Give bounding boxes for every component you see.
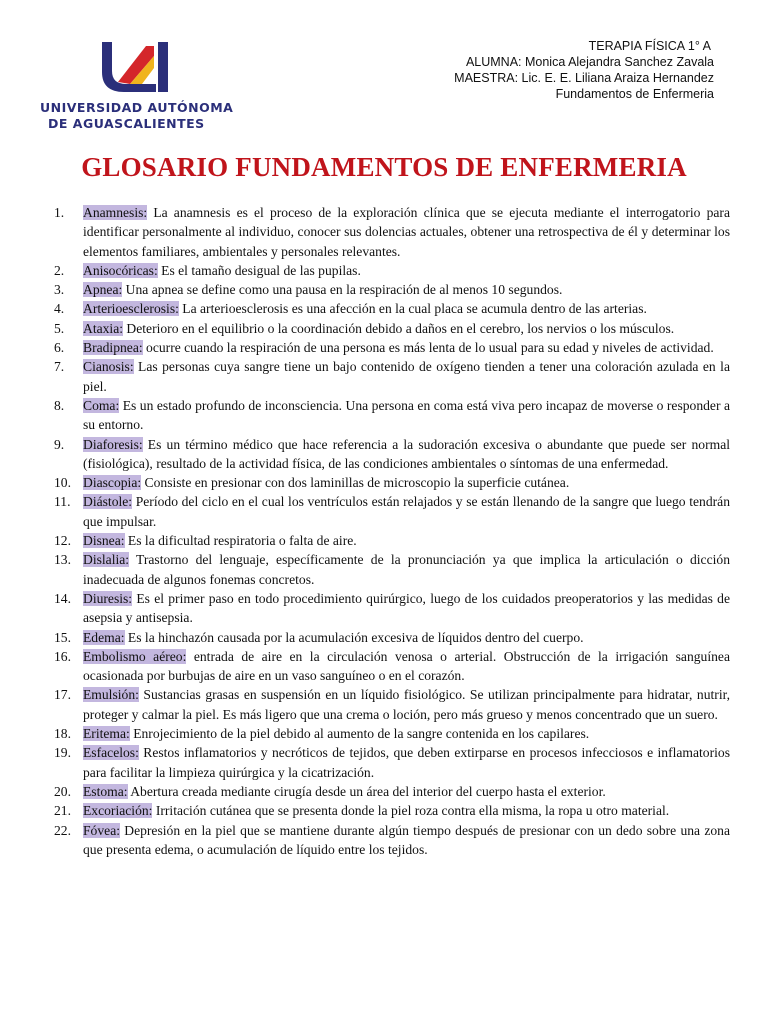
entry-body [83, 261, 730, 280]
entry-definition: Trastorno del lenguaje, específicamente de la pronunciación ya que implica la articulación o dicción inadecuada de algunos fonemas concretos. [83, 552, 730, 587]
student-label: ALUMNA: Monica Alejandra Sanchez Zavala [465, 55, 714, 69]
entry-number: 6. [54, 340, 65, 356]
entry-number: 7. [54, 359, 65, 375]
entry-number: 4. [54, 301, 65, 317]
entry-number: 17. [54, 687, 71, 703]
glossary-entry [54, 724, 730, 743]
glossary-entry [54, 319, 730, 338]
entry-number: 18. [54, 726, 71, 742]
entry-term: Fóvea: [83, 822, 120, 838]
entry-definition: La anamnesis es el proceso de la exploración clínica que se ejecuta mediante el interrogatorio para identificar personalmente al individuo, conocer sus dolencias actuales, obtener una retrospectiva de él y determinar los elementos familiares, ambientales y personales relevantes. [83, 205, 730, 259]
entry-term: Esfacelos: [83, 745, 139, 761]
entry-definition: Es un estado profundo de inconsciencia. Una persona en coma está viva pero incapaz de moverse o responder a su entorno. [83, 397, 730, 433]
entry-number: 13. [54, 552, 71, 568]
glossary-entry [54, 338, 730, 357]
glossary-entry [54, 782, 730, 801]
glossary-entry [54, 280, 730, 299]
glossary-entry [54, 299, 730, 318]
header-info [454, 38, 714, 102]
entry-term: Estoma: [83, 783, 128, 799]
entry-body [83, 801, 730, 820]
subject-label: Fundamentos de Enfermeria [555, 87, 714, 101]
entry-number: 14. [54, 590, 71, 606]
entry-number: 2. [54, 262, 65, 278]
entry-body [83, 647, 730, 686]
entry-body [83, 628, 730, 647]
entry-term: Dislalia: [83, 552, 130, 568]
university-name-line1: UNIVERSIDAD AUTÓNOMA [40, 100, 234, 115]
uaa-emblem-icon [96, 38, 176, 96]
entry-number: 8. [54, 397, 65, 413]
entry-body [83, 473, 730, 492]
glossary-entry [54, 492, 730, 531]
university-name-line2: DE AGUASCALIENTES [48, 116, 205, 131]
entry-number: 20. [54, 783, 71, 799]
entry-body [83, 396, 730, 435]
entry-body [83, 203, 730, 261]
entry-body [83, 685, 730, 724]
entry-number: 5. [54, 320, 65, 336]
glossary-entry [54, 357, 730, 396]
entry-term: Arterioesclerosis: [83, 301, 179, 317]
entry-definition: Restos inflamatorios y necróticos de tejidos, que deben extirparse en procesos infecciosos e inflamatorios para facilitar la limpieza quirúrgica y la cicatrización. [83, 745, 730, 780]
glossary-entry [54, 550, 730, 589]
entry-term: Diascopia: [83, 475, 142, 491]
entry-body [83, 724, 730, 743]
entry-number: 22. [54, 822, 71, 838]
entry-definition: Enrojecimiento de la piel debido al aumento de la sangre contenida en los capilares. [129, 726, 590, 742]
entry-definition: Es la dificultad respiratoria o falta de aire. [124, 533, 357, 549]
entry-body [83, 319, 730, 338]
entry-term: Disnea: [83, 533, 125, 549]
entry-definition: Una apnea se define como una pausa en la respiración de al menos 10 segundos. [122, 282, 563, 298]
entry-number: 1. [54, 205, 65, 220]
entry-number: 11. [54, 494, 71, 510]
entry-term: Diuresis: [83, 590, 133, 606]
glossary-entry [54, 261, 730, 280]
entry-number: 21. [54, 803, 71, 819]
glossary-entry [54, 396, 730, 435]
glossary-entry [54, 628, 730, 647]
entry-definition: Es el primer paso en todo procedimiento quirúrgico, luego de los cuidados preoperatorios y las medidas de asepsia y antisepsia. [83, 590, 730, 626]
entry-definition: Irritación cutánea que se presenta donde la piel roza contra ella misma, la ropa u otro material. [152, 803, 670, 819]
entry-number: 16. [54, 648, 71, 664]
glossary-entry [54, 821, 730, 860]
entry-definition: Período del ciclo en el cual los ventrículos están relajados y se están llenando de la sangre que luego tendrán que impulsar. [83, 494, 730, 529]
entry-body [83, 357, 730, 396]
glossary-entry [54, 685, 730, 724]
glossary-entry [54, 203, 730, 261]
glossary-entry [54, 647, 730, 686]
entry-body [83, 299, 730, 318]
entry-definition: Sustancias grasas en suspensión en un líquido fisiológico. Se utilizan principalmente para hidratar, nutrir, proteger y calmar la piel. Es más ligero que una crema o loción, pero más grueso y menos concentrado que un suero. [83, 687, 730, 722]
entry-term: Edema: [83, 629, 125, 645]
entry-body [83, 492, 730, 531]
entry-term: Apnea: [83, 282, 123, 298]
entry-term: Diástole: [83, 494, 133, 510]
glossary-list [54, 203, 730, 859]
teacher-label: MAESTRA: Lic. E. E. Liliana Araiza Hernandez [454, 71, 714, 85]
entry-term: Eritema: [83, 726, 130, 742]
entry-term: Coma: [83, 397, 120, 413]
entry-definition: Consiste en presionar con dos laminillas de microscopio la superficie cutánea. [141, 475, 570, 491]
entry-body [83, 531, 730, 550]
entry-body [83, 743, 730, 782]
glossary-entry [54, 801, 730, 820]
course-label: TERAPIA FÍSICA 1° A [588, 39, 711, 53]
entry-number: 3. [54, 282, 65, 298]
entry-definition: Abertura creada mediante cirugía desde un área del interior del cuerpo hasta el exterior. [127, 783, 606, 799]
entry-number: 9. [54, 436, 65, 452]
entry-term: Embolismo aéreo: [83, 648, 187, 664]
entry-definition: Las personas cuya sangre tiene un bajo contenido de oxígeno tienden a tener una coloración azulada en la piel. [83, 359, 730, 394]
glossary-entry [54, 589, 730, 628]
entry-term: Cianosis: [83, 359, 134, 375]
entry-body [83, 550, 730, 589]
entry-body [83, 589, 730, 628]
entry-body [83, 782, 730, 801]
entry-definition: Depresión en la piel que se mantiene durante algún tiempo después de presionar con un dedo sobre una zona que presenta edema, o acumulación de líquido entre los tejidos. [83, 822, 730, 857]
entry-body [83, 338, 730, 357]
entry-term: Emulsión: [83, 687, 139, 703]
glossary-entry [54, 743, 730, 782]
entry-body [83, 435, 730, 474]
entry-definition: Deterioro en el equilibrio o la coordinación debido a daños en el cerebro, los nervios o los músculos. [123, 320, 675, 336]
university-logo [40, 38, 232, 134]
entry-definition: Es el tamaño desigual de las pupilas. [157, 262, 361, 278]
entry-number: 19. [54, 745, 71, 761]
entry-term: Anamnesis: [83, 205, 148, 220]
glossary-entry [54, 531, 730, 550]
entry-definition: entrada de aire en la circulación venosa o arterial. Obstrucción de la irrigación sanguínea ocasionada por burbujas de aire en un vaso sanguíneo o en el corazón. [83, 648, 730, 684]
entry-term: Excoriación: [83, 803, 153, 819]
entry-body [83, 821, 730, 860]
entry-body [83, 280, 730, 299]
glossary-entry [54, 435, 730, 474]
entry-definition: La arterioesclerosis es una afección en la cual placa se acumula dentro de las arterias. [178, 301, 647, 317]
entry-definition: Es la hinchazón causada por la acumulación excesiva de líquidos dentro del cuerpo. [124, 629, 584, 645]
entry-number: 12. [54, 533, 71, 549]
document-title: GLOSARIO FUNDAMENTOS DE ENFERMERIA [81, 152, 687, 182]
entry-definition: Es un término médico que hace referencia a la sudoración excesiva o abundante que puede ser normal (fisiológica), resultado de la actividad física, de las condiciones ambientales o síntomas de una enfermedad. [83, 436, 730, 471]
entry-term: Diaforesis: [83, 436, 143, 452]
entry-term: Bradipnea: [83, 340, 143, 356]
entry-definition: ocurre cuando la respiración de una persona es más lenta de lo usual para su edad y niveles de actividad. [142, 340, 714, 356]
entry-number: 10. [54, 475, 71, 491]
glossary-entry [54, 473, 730, 492]
entry-term: Anisocóricas: [83, 262, 158, 278]
entry-number: 15. [54, 629, 71, 645]
entry-term: Ataxia: [83, 320, 124, 336]
